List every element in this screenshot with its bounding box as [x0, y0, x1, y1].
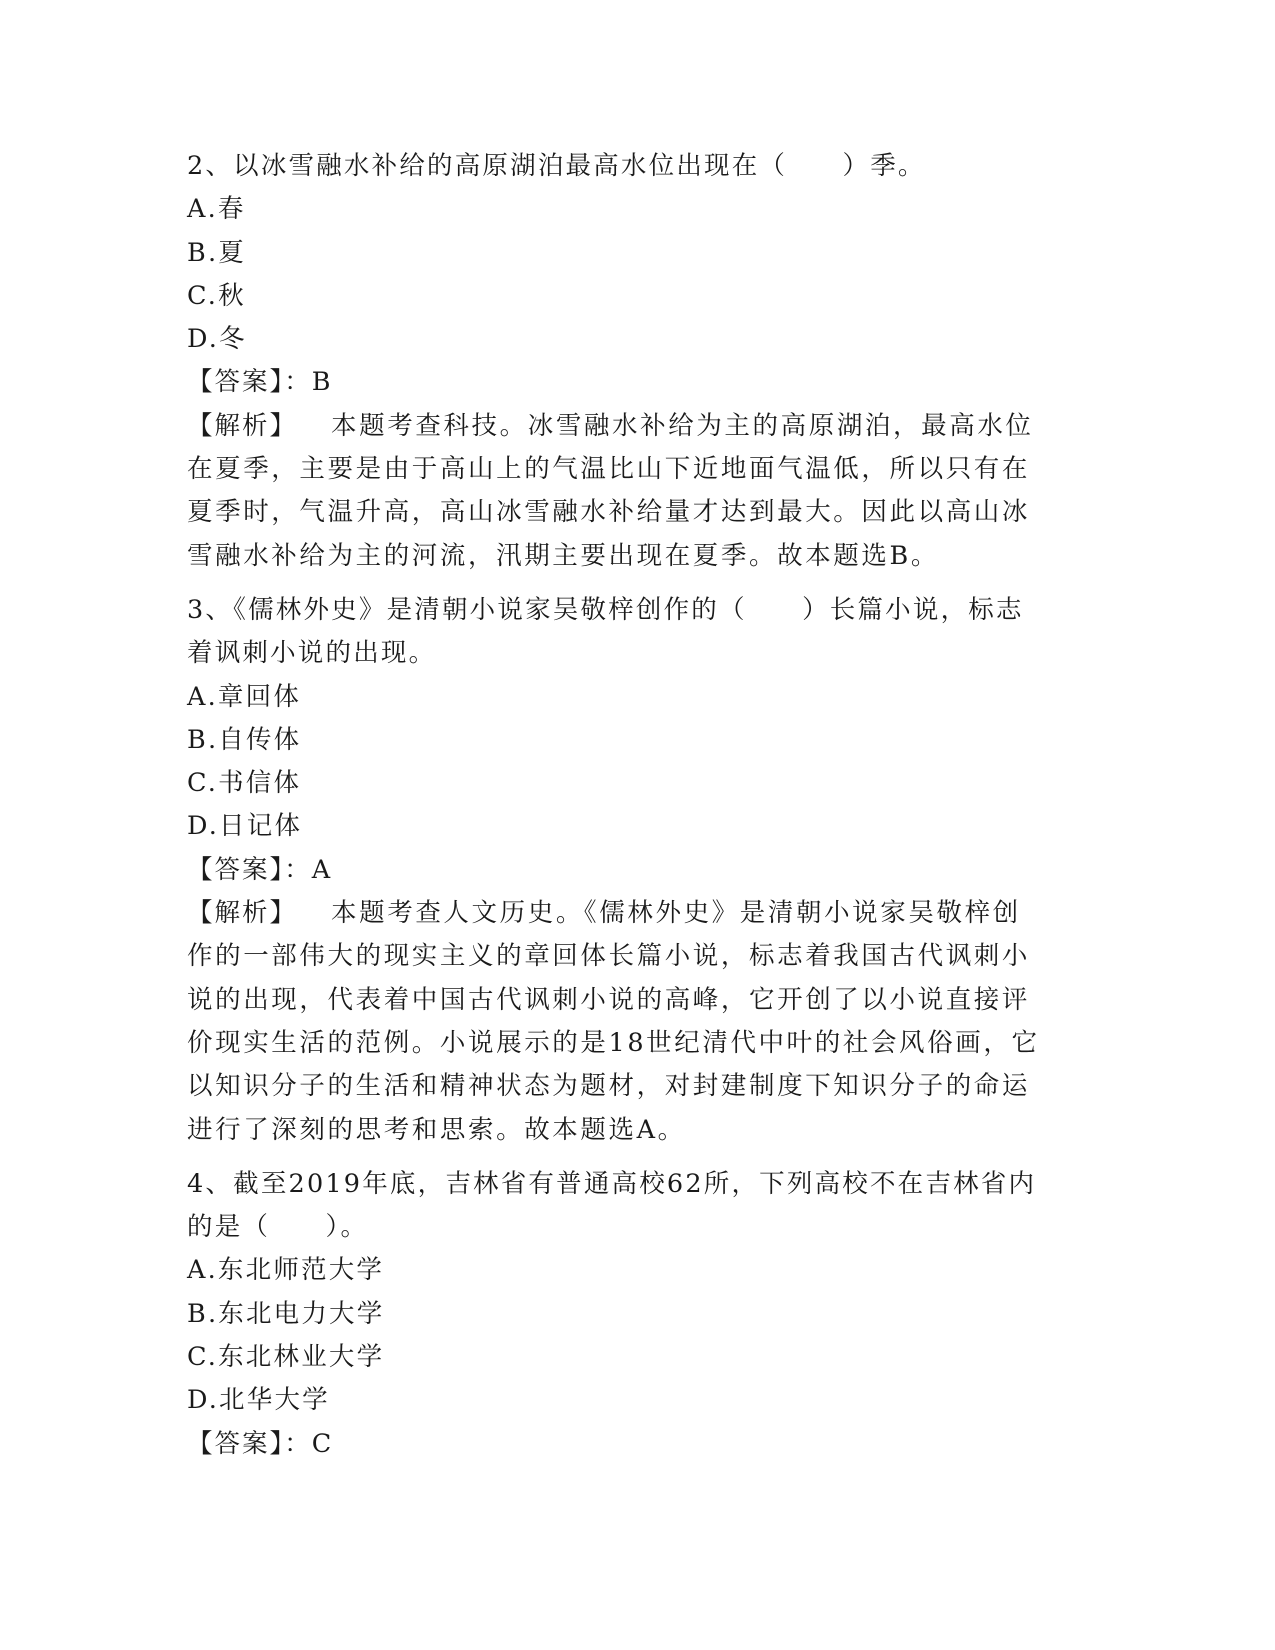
answer-value: B [311, 367, 333, 398]
question-2 [187, 145, 1077, 578]
analysis-block [187, 405, 1077, 578]
analysis-line: 夏季时，气温升高，高山冰雪融水补给量才达到最大。因此以高山冰 [187, 497, 1031, 528]
option-d: D.冬 [187, 324, 247, 355]
question-4 [187, 1163, 1077, 1466]
answer-value: A [311, 854, 333, 885]
answer-line [187, 849, 1077, 892]
answer-label: 【答案】： [187, 367, 312, 398]
question-stem: 着讽刺小说的出现。 [187, 638, 437, 669]
analysis-label: 【解析】 [187, 410, 298, 441]
option-b: B.夏 [187, 237, 246, 268]
analysis-line: 在夏季，主要是由于高山上的气温比山下近地面气温低，所以只有在 [187, 454, 1031, 485]
analysis-line: 价现实生活的范例。小说展示的是18世纪清代中叶的社会风俗画，它 [187, 1027, 1040, 1058]
analysis-line: 说的出现，代表着中国古代讽刺小说的高峰，它开创了以小说直接评 [187, 984, 1031, 1015]
answer-value: C [311, 1428, 334, 1459]
option-a: A.东北师范大学 [187, 1255, 385, 1286]
analysis-label: 【解析】 [187, 898, 298, 929]
analysis-text: 本题考查人文历史。《儒林外史》是清朝小说家吴敬梓创 [331, 898, 1021, 929]
answer-line [187, 1423, 1077, 1466]
question-stem: 的是（ ）。 [187, 1212, 369, 1243]
option-c: C.书信体 [187, 768, 302, 799]
option-a: A.春 [187, 194, 246, 225]
option-c: C.东北林业大学 [187, 1342, 385, 1373]
question-stem: 4、截至2019年底，吉林省有普通高校62所，下列高校不在吉林省内 [187, 1168, 1037, 1199]
question-3 [187, 589, 1077, 1152]
analysis-line: 作的一部伟大的现实主义的章回体长篇小说，标志着我国古代讽刺小 [187, 941, 1031, 972]
option-d: D.北华大学 [187, 1385, 330, 1416]
analysis-line: 以知识分子的生活和精神状态为题材，对封建制度下知识分子的命运 [187, 1071, 1031, 1102]
option-b: B.自传体 [187, 724, 302, 755]
answer-label: 【答案】： [187, 1428, 312, 1459]
option-d: D.日记体 [187, 811, 303, 842]
analysis-line [187, 892, 1077, 935]
question-stem: 2、以冰雪融水补给的高原湖泊最高水位出现在（ ）季。 [187, 151, 926, 181]
analysis-block [187, 892, 1077, 1152]
question-list [187, 145, 1077, 1466]
option-b: B.东北电力大学 [187, 1298, 385, 1329]
analysis-line: 进行了深刻的思考和思索。故本题选A。 [187, 1114, 686, 1145]
answer-line [187, 361, 1077, 404]
option-a: A.章回体 [187, 681, 302, 712]
option-c: C.秋 [187, 280, 246, 311]
analysis-line: 雪融水补给为主的河流，汛期主要出现在夏季。故本题选B。 [187, 540, 939, 571]
answer-label: 【答案】： [187, 854, 312, 885]
analysis-line [187, 405, 1077, 448]
question-stem: 3、《儒林外史》是清朝小说家吴敬梓创作的（ ）长篇小说，标志 [187, 594, 1024, 625]
analysis-text: 本题考查科技。冰雪融水补给为主的高原湖泊，最高水位 [331, 410, 1034, 441]
